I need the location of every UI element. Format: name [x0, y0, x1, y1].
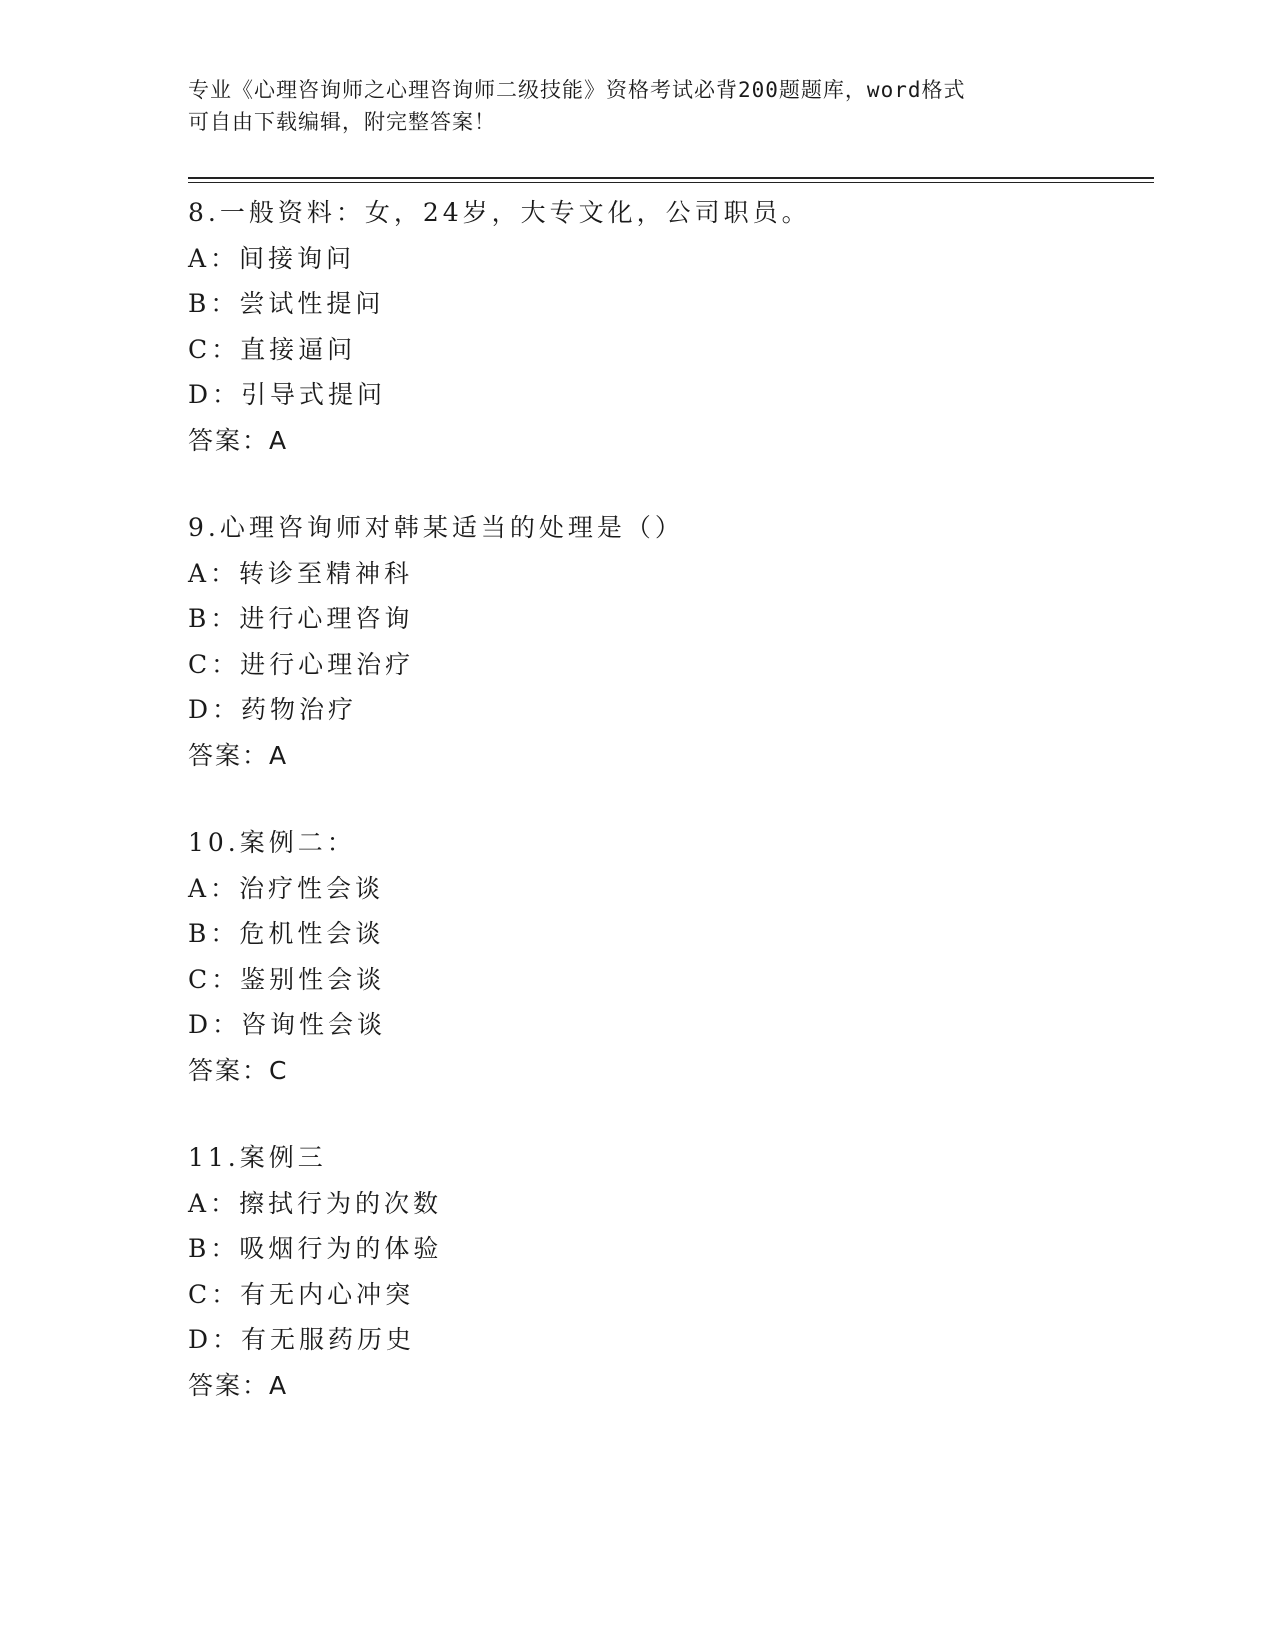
question-stem: 9.心理咨询师对韩某适当的处理是（）: [188, 513, 684, 542]
option-d: D：有无服药历史: [188, 1325, 416, 1354]
header-divider-thick: [188, 177, 1154, 179]
option-a: A：间接询问: [188, 243, 356, 273]
option-a: A：转诊至精神科: [188, 558, 414, 588]
option-c: C：进行心理治疗: [188, 649, 415, 679]
option-c: C：直接逼问: [188, 334, 357, 364]
header-divider-thin: [188, 182, 1154, 183]
question-10: [188, 820, 1148, 1093]
answer: 答案：C: [188, 1055, 289, 1085]
option-c: C：有无内心冲突: [188, 1279, 415, 1309]
question-stem: 8.一般资料：女，24岁，大专文化，公司职员。: [188, 198, 811, 227]
option-d: D：引导式提问: [188, 380, 387, 409]
option-a: A：治疗性会谈: [188, 873, 385, 903]
header-line-2: 可自由下载编辑，附完整答案！: [188, 110, 496, 134]
question-11: [188, 1135, 1148, 1408]
option-a: A：擦拭行为的次数: [188, 1188, 443, 1218]
option-b: B：危机性会谈: [188, 919, 385, 948]
question-stem: 10.案例二：: [188, 828, 356, 857]
option-b: B：尝试性提问: [188, 289, 385, 318]
question-stem: 11.案例三: [188, 1143, 327, 1172]
document-header: [188, 74, 1068, 138]
header-line-1: 专业《心理咨询师之心理咨询师二级技能》资格考试必背200题题库，word格式: [188, 78, 966, 102]
question-9: [188, 505, 1148, 778]
answer: 答案：A: [188, 425, 289, 455]
option-b: B：吸烟行为的体验: [188, 1234, 443, 1263]
question-8: [188, 190, 1148, 463]
answer: 答案：A: [188, 1370, 289, 1400]
answer: 答案：A: [188, 740, 289, 770]
option-d: D：药物治疗: [188, 695, 358, 724]
option-d: D：咨询性会谈: [188, 1010, 387, 1039]
option-c: C：鉴别性会谈: [188, 964, 386, 994]
option-b: B：进行心理咨询: [188, 604, 414, 633]
question-list: [188, 190, 1148, 1450]
